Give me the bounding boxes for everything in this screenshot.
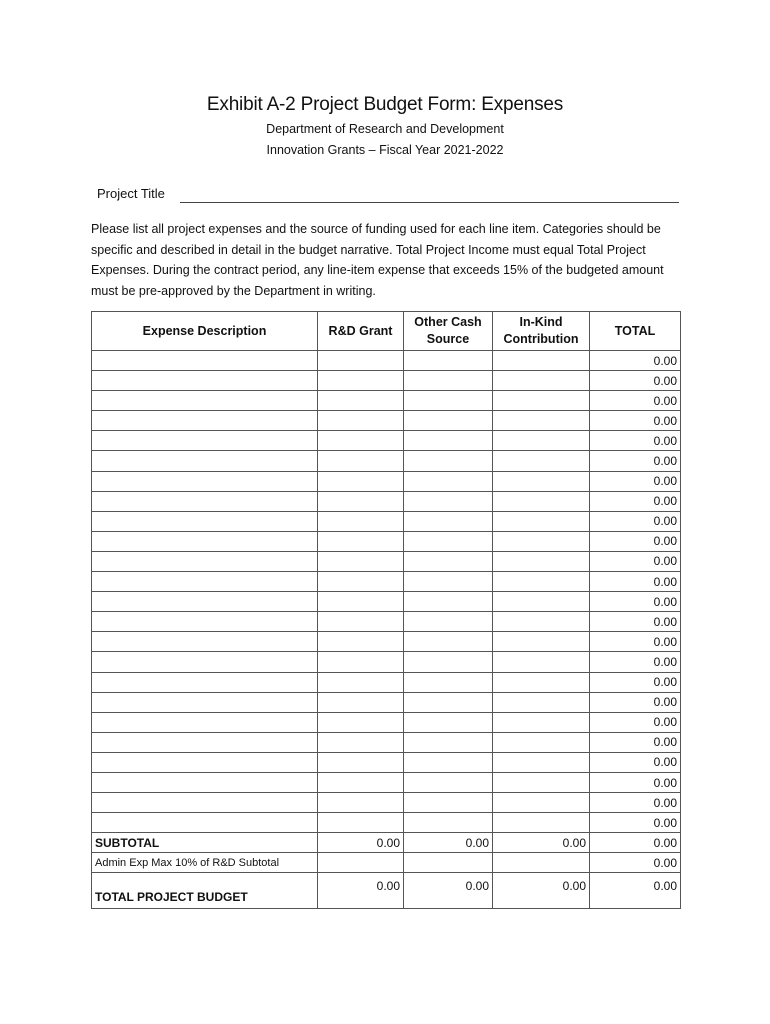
admin-label: Admin Exp Max 10% of R&D Subtotal: [92, 853, 318, 873]
table-row: [92, 371, 681, 391]
in-kind-cell[interactable]: [493, 652, 590, 672]
table-row: [92, 652, 681, 672]
expense-description-cell[interactable]: [92, 692, 318, 712]
other-cash-cell[interactable]: [404, 572, 493, 592]
subtotal-in-kind: 0.00: [493, 833, 590, 853]
rd-grant-cell[interactable]: [318, 592, 404, 612]
expense-description-cell[interactable]: [92, 572, 318, 592]
admin-row: [92, 853, 681, 873]
other-cash-cell[interactable]: [404, 351, 493, 371]
line-total-cell: 0.00: [590, 471, 681, 491]
other-cash-cell[interactable]: [404, 511, 493, 531]
line-total-cell: 0.00: [590, 531, 681, 551]
col-header-description: Expense Description: [92, 312, 318, 351]
rd-grant-cell[interactable]: [318, 813, 404, 833]
page-title: Exhibit A-2 Project Budget Form: Expenses: [206, 94, 564, 115]
line-total-cell: 0.00: [590, 592, 681, 612]
expense-description-cell[interactable]: [92, 772, 318, 792]
line-total-cell: 0.00: [590, 391, 681, 411]
other-cash-cell[interactable]: [404, 712, 493, 732]
rd-grant-cell[interactable]: [318, 692, 404, 712]
expense-description-cell[interactable]: [92, 411, 318, 431]
expense-description-cell[interactable]: [92, 612, 318, 632]
line-total-cell: 0.00: [590, 491, 681, 511]
rd-grant-cell[interactable]: [318, 672, 404, 692]
expense-description-cell[interactable]: [92, 391, 318, 411]
other-cash-cell[interactable]: [404, 752, 493, 772]
line-total-cell: 0.00: [590, 772, 681, 792]
other-cash-cell[interactable]: [404, 471, 493, 491]
rd-grant-cell[interactable]: [318, 391, 404, 411]
expense-description-cell[interactable]: [92, 451, 318, 471]
rd-grant-cell[interactable]: [318, 471, 404, 491]
rd-grant-cell[interactable]: [318, 431, 404, 451]
expense-description-cell[interactable]: [92, 672, 318, 692]
other-cash-cell[interactable]: [404, 692, 493, 712]
grand-total-other-cash: 0.00: [404, 873, 493, 909]
expense-description-cell[interactable]: [92, 793, 318, 813]
in-kind-cell[interactable]: [493, 752, 590, 772]
col-header-other-cash: Other Cash Source: [404, 312, 493, 351]
expense-description-cell[interactable]: [92, 712, 318, 732]
line-total-cell: 0.00: [590, 451, 681, 471]
project-title-label: Project Title: [97, 186, 165, 201]
admin-in-kind-cell[interactable]: [493, 853, 590, 873]
line-total-cell: 0.00: [590, 572, 681, 592]
line-total-cell: 0.00: [590, 672, 681, 692]
line-total-cell: 0.00: [590, 351, 681, 371]
rd-grant-cell[interactable]: [318, 371, 404, 391]
in-kind-cell[interactable]: [493, 692, 590, 712]
subtotal-other-cash: 0.00: [404, 833, 493, 853]
other-cash-cell[interactable]: [404, 793, 493, 813]
admin-rd-grant-cell[interactable]: [318, 853, 404, 873]
other-cash-cell[interactable]: [404, 632, 493, 652]
in-kind-cell[interactable]: [493, 632, 590, 652]
expense-description-cell[interactable]: [92, 531, 318, 551]
subtotal-label: SUBTOTAL: [92, 833, 318, 853]
grand-total-row: [92, 873, 681, 909]
in-kind-cell[interactable]: [493, 732, 590, 752]
line-total-cell: 0.00: [590, 632, 681, 652]
expense-description-cell[interactable]: [92, 732, 318, 752]
expense-description-cell[interactable]: [92, 351, 318, 371]
other-cash-cell[interactable]: [404, 672, 493, 692]
rd-grant-cell[interactable]: [318, 652, 404, 672]
line-total-cell: 0.00: [590, 612, 681, 632]
other-cash-cell[interactable]: [404, 411, 493, 431]
rd-grant-cell[interactable]: [318, 732, 404, 752]
instructions-paragraph: Please list all project expenses and the source of funding used for each line item. Categories should be specific and described in detail in the budget narrative. Total Project Income must equal Total Project Expenses. During the contract period, any line-item expense that exceeds 15% of the budgeted amount must be pre-approved by the Department in writing.: [91, 222, 664, 298]
expense-description-cell[interactable]: [92, 471, 318, 491]
other-cash-cell[interactable]: [404, 391, 493, 411]
admin-total: 0.00: [590, 853, 681, 873]
expense-description-cell[interactable]: [92, 592, 318, 612]
table-row: [92, 471, 681, 491]
table-row: [92, 531, 681, 551]
other-cash-cell[interactable]: [404, 531, 493, 551]
in-kind-cell[interactable]: [493, 391, 590, 411]
grand-total-in-kind: 0.00: [493, 873, 590, 909]
expense-description-cell[interactable]: [92, 491, 318, 511]
rd-grant-cell[interactable]: [318, 451, 404, 471]
other-cash-cell[interactable]: [404, 431, 493, 451]
rd-grant-cell[interactable]: [318, 351, 404, 371]
rd-grant-cell[interactable]: [318, 491, 404, 511]
table-row: [92, 692, 681, 712]
expense-table: [91, 311, 681, 909]
other-cash-cell[interactable]: [404, 371, 493, 391]
table-row: [92, 411, 681, 431]
table-row: [92, 612, 681, 632]
other-cash-cell[interactable]: [404, 772, 493, 792]
rd-grant-cell[interactable]: [318, 612, 404, 632]
table-row: [92, 672, 681, 692]
line-total-cell: 0.00: [590, 732, 681, 752]
grand-total-rd-grant: 0.00: [318, 873, 404, 909]
expense-description-cell[interactable]: [92, 431, 318, 451]
table-row: [92, 491, 681, 511]
expense-description-cell[interactable]: [92, 511, 318, 531]
other-cash-cell[interactable]: [404, 451, 493, 471]
rd-grant-cell[interactable]: [318, 411, 404, 431]
expense-description-cell[interactable]: [92, 813, 318, 833]
rd-grant-cell[interactable]: [318, 772, 404, 792]
other-cash-cell[interactable]: [404, 612, 493, 632]
subtotal-total: 0.00: [590, 833, 681, 853]
other-cash-cell[interactable]: [404, 652, 493, 672]
program-name: Innovation Grants – Fiscal Year 2021-2022: [266, 143, 504, 157]
in-kind-cell[interactable]: [493, 572, 590, 592]
other-cash-cell[interactable]: [404, 813, 493, 833]
col-header-in-kind: In-Kind Contribution: [493, 312, 590, 351]
table-row: [92, 391, 681, 411]
table-row: [92, 772, 681, 792]
table-row: [92, 451, 681, 471]
admin-other-cash-cell[interactable]: [404, 853, 493, 873]
line-total-cell: 0.00: [590, 371, 681, 391]
in-kind-cell[interactable]: [493, 411, 590, 431]
table-row: [92, 572, 681, 592]
expense-description-cell[interactable]: [92, 652, 318, 672]
table-row: [92, 732, 681, 752]
in-kind-cell[interactable]: [493, 491, 590, 511]
expense-description-cell[interactable]: [92, 551, 318, 571]
rd-grant-cell[interactable]: [318, 531, 404, 551]
line-total-cell: 0.00: [590, 793, 681, 813]
other-cash-cell[interactable]: [404, 551, 493, 571]
table-row: [92, 351, 681, 371]
in-kind-cell[interactable]: [493, 551, 590, 571]
in-kind-cell[interactable]: [493, 813, 590, 833]
in-kind-cell[interactable]: [493, 712, 590, 732]
table-row: [92, 592, 681, 612]
subtotal-rd-grant: 0.00: [318, 833, 404, 853]
table-row: [92, 551, 681, 571]
table-row: [92, 632, 681, 652]
line-total-cell: 0.00: [590, 551, 681, 571]
line-total-cell: 0.00: [590, 652, 681, 672]
col-header-total: TOTAL: [590, 312, 681, 351]
line-total-cell: 0.00: [590, 411, 681, 431]
grand-total-total: 0.00: [590, 873, 681, 909]
line-total-cell: 0.00: [590, 752, 681, 772]
rd-grant-cell[interactable]: [318, 572, 404, 592]
table-row: [92, 511, 681, 531]
col-header-rd-grant: R&D Grant: [318, 312, 404, 351]
line-total-cell: 0.00: [590, 712, 681, 732]
rd-grant-cell[interactable]: [318, 551, 404, 571]
in-kind-cell[interactable]: [493, 351, 590, 371]
in-kind-cell[interactable]: [493, 672, 590, 692]
other-cash-cell[interactable]: [404, 491, 493, 511]
in-kind-cell[interactable]: [493, 772, 590, 792]
grand-total-label: TOTAL PROJECT BUDGET: [92, 873, 318, 909]
in-kind-cell[interactable]: [493, 511, 590, 531]
in-kind-cell[interactable]: [493, 592, 590, 612]
in-kind-cell[interactable]: [493, 793, 590, 813]
rd-grant-cell[interactable]: [318, 793, 404, 813]
expense-description-cell[interactable]: [92, 632, 318, 652]
expense-description-cell[interactable]: [92, 752, 318, 772]
rd-grant-cell[interactable]: [318, 511, 404, 531]
table-row: [92, 712, 681, 732]
department-name: Department of Research and Development: [266, 122, 504, 136]
rd-grant-cell[interactable]: [318, 632, 404, 652]
line-total-cell: 0.00: [590, 511, 681, 531]
project-title-field[interactable]: [180, 202, 679, 203]
in-kind-cell[interactable]: [493, 471, 590, 491]
in-kind-cell[interactable]: [493, 612, 590, 632]
table-header-row: [92, 312, 681, 351]
rd-grant-cell[interactable]: [318, 752, 404, 772]
in-kind-cell[interactable]: [493, 431, 590, 451]
other-cash-cell[interactable]: [404, 592, 493, 612]
table-row: [92, 431, 681, 451]
rd-grant-cell[interactable]: [318, 712, 404, 732]
in-kind-cell[interactable]: [493, 451, 590, 471]
table-row: [92, 813, 681, 833]
line-total-cell: 0.00: [590, 692, 681, 712]
expense-description-cell[interactable]: [92, 371, 318, 391]
subtotal-row: [92, 833, 681, 853]
in-kind-cell[interactable]: [493, 531, 590, 551]
table-row: [92, 752, 681, 772]
other-cash-cell[interactable]: [404, 732, 493, 752]
table-row: [92, 793, 681, 813]
in-kind-cell[interactable]: [493, 371, 590, 391]
line-total-cell: 0.00: [590, 813, 681, 833]
line-total-cell: 0.00: [590, 431, 681, 451]
